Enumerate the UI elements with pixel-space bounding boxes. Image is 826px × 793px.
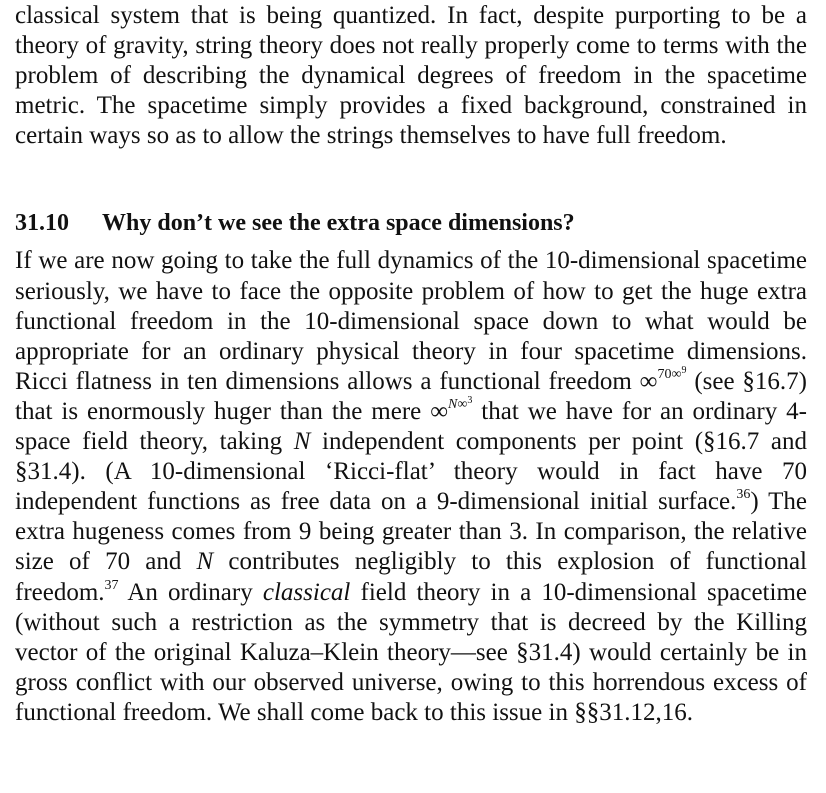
superscript-base: 70∞ (657, 366, 682, 382)
footnote-marker: 37 (104, 577, 119, 593)
superscript-exponent-nested: 9 (681, 364, 687, 376)
text-run: contributes negligibly to this explosion of functional freedom. (15, 548, 807, 606)
paragraph-top-text: classical system that is being quantized. In fact, despite purporting to be a theory of gravity, string theory does not really properly come to terms with the problem of describing the dynamical degrees of freedom in the spacetime metric. The spacetime simply provides a fixed background, constrained in certain ways so as to allow the strings themselves to have full freedom. (15, 2, 807, 150)
book-page (15, 0, 807, 728)
superscript-exponent (657, 364, 687, 382)
text-run: (see §16.7) that is enormously huger than the mere ∞ (15, 367, 807, 425)
superscript-exponent (448, 394, 473, 412)
footnote-marker: 36 (736, 487, 751, 503)
text-run: ) The extra hugeness comes from 9 being greater than 3. In comparison, the relative size of 70 and (15, 488, 807, 576)
text-run: that we have for an ordinary 4-space field theory, taking (15, 397, 807, 456)
variable-n: N (196, 548, 214, 576)
text-run: independent components per point (§16.7 and §31.4). (A 10-dimensional ‘Ricci-flat’ theory would in fact have 70 independent functions as free data on a 9-dimensional initial surface. (15, 428, 807, 516)
emphasis-word: classical (262, 578, 351, 606)
section-heading (15, 200, 807, 246)
text-run: field theory in a 10-dimensional spacetime (without such a restriction as the symmetry that is decreed by the Killing vector of the original Kaluza–Klein theory—see §31.4) would certainly be in gross conflict with our observed universe, owing to this horrendous excess of functional freedom. We shall come back to this issue in §§31.12,16. (15, 578, 807, 726)
text-run: An ordinary (118, 578, 263, 606)
paragraph-top (15, 1, 807, 151)
superscript-infinity: ∞ (457, 396, 468, 412)
section-title: Why don’t we see the extra space dimensions? (102, 210, 575, 237)
superscript-variable: N (448, 396, 458, 412)
section-number: 31.10 (15, 210, 69, 237)
text-run: If we are now going to take the full dynamics of the 10-dimensional spacetime seriously, we have to face the opposite problem of how to get the huge extra functional freedom in the 10-dimensional space down to what would be appropriate for an ordinary physical theory in four spacetime dimensions. Ricci flatness in ten dimensions allows a functional freedom ∞ (15, 247, 807, 395)
variable-n: N (293, 428, 311, 456)
superscript-exponent-nested: 3 (467, 394, 473, 406)
paragraph-main (15, 246, 807, 728)
